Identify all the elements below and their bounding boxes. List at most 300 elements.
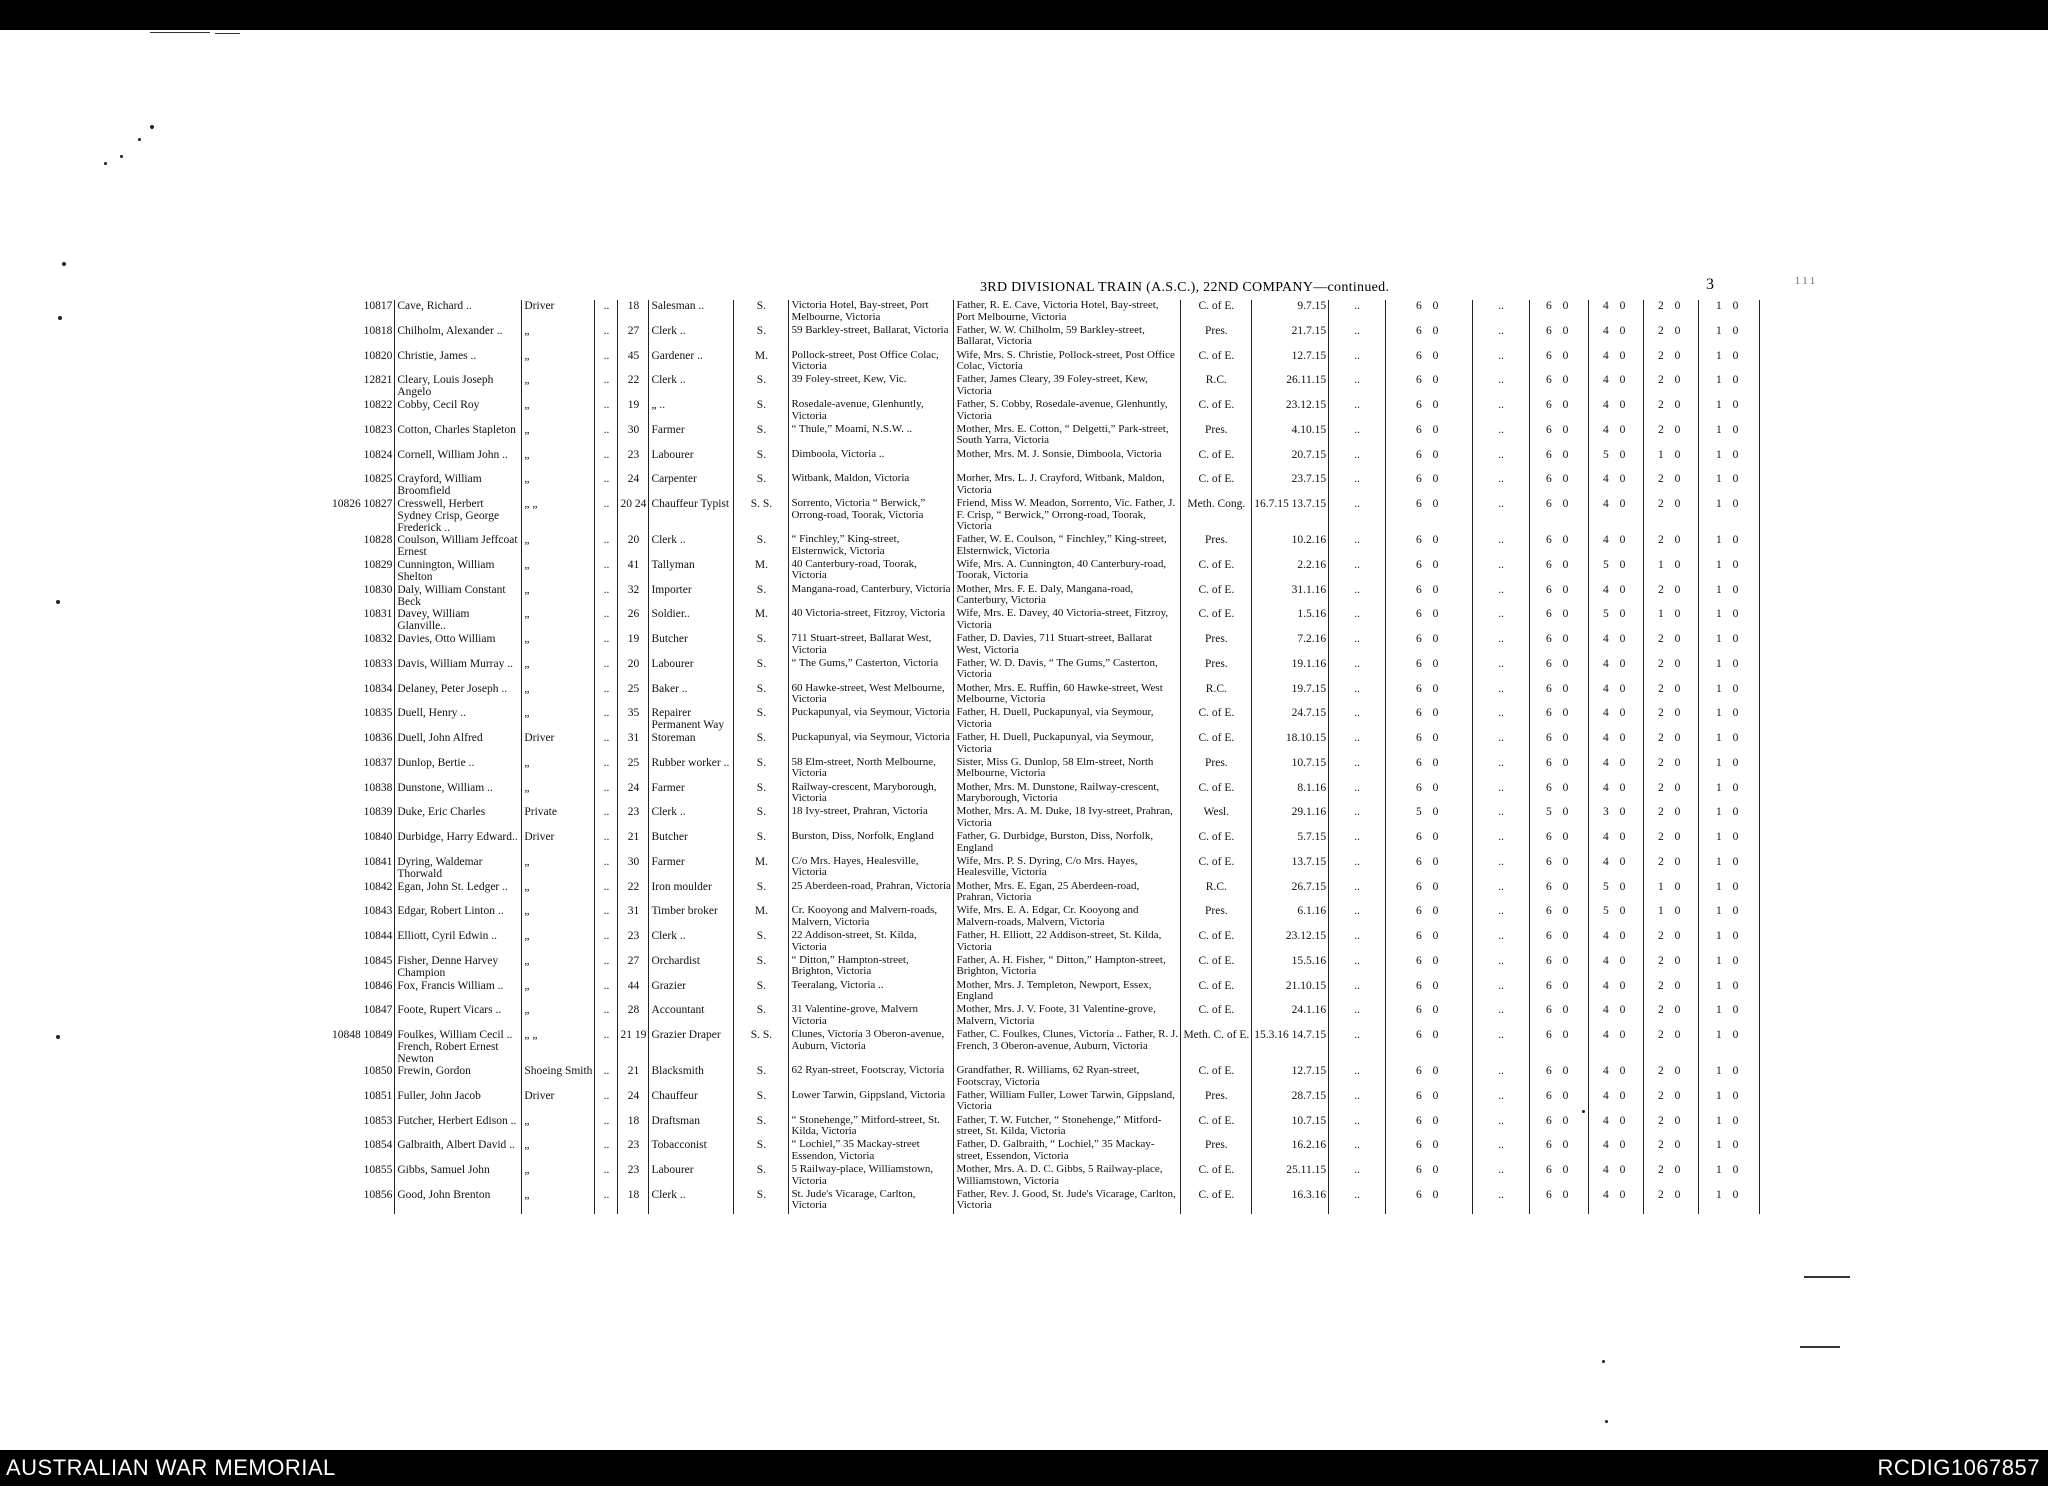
age: 18 [618, 300, 649, 325]
col-f: 2 0 [1644, 399, 1699, 424]
ditto-mark: .. [595, 955, 618, 980]
trade: Farmer [649, 424, 734, 449]
address: 58 Elm-street, North Melbourne, Victoria [789, 757, 954, 782]
enlistment-date: 31.1.16 [1252, 584, 1329, 609]
regimental-number: 10826 10827 [330, 498, 395, 534]
col-f: 2 0 [1644, 806, 1699, 831]
col-d: 6 0 [1530, 534, 1589, 559]
col-b: 6 0 [1386, 1029, 1473, 1065]
religion: C. of E. [1181, 856, 1252, 881]
ditto-mark: .. [595, 498, 618, 534]
ditto-mark: .. [595, 399, 618, 424]
col-g: 1 0 [1699, 1004, 1760, 1029]
soldier-name: Chilholm, Alexander .. [395, 325, 522, 350]
table-row [330, 955, 1760, 980]
col-c: .. [1473, 757, 1530, 782]
age: 19 [618, 633, 649, 658]
col-g: 1 0 [1699, 658, 1760, 683]
marital-status: S. [734, 1004, 789, 1029]
next-of-kin: Mother, Mrs. E. Egan, 25 Aberdeen-road, Prahran, Victoria [954, 881, 1181, 906]
next-of-kin: Father, W. D. Davis, “ The Gums,” Casterton, Victoria [954, 658, 1181, 683]
table-row [330, 980, 1760, 1005]
col-b: 6 0 [1386, 498, 1473, 534]
trade: Farmer [649, 782, 734, 807]
trade: Iron moulder [649, 881, 734, 906]
trade: Rubber worker .. [649, 757, 734, 782]
religion: Wesl. [1181, 806, 1252, 831]
marital-status: S. [734, 831, 789, 856]
religion: C. of E. [1181, 300, 1252, 325]
regimental-number: 10846 [330, 980, 395, 1005]
enlistment-date: 26.7.15 [1252, 881, 1329, 906]
enlistment-date: 12.7.15 [1252, 1065, 1329, 1090]
col-d: 6 0 [1530, 658, 1589, 683]
religion: Pres. [1181, 325, 1252, 350]
rank: „ [522, 1164, 595, 1189]
table-row [330, 608, 1760, 633]
page-mark: 1 1 1 [1795, 276, 1815, 287]
rank: „ [522, 424, 595, 449]
col-e: 4 0 [1589, 473, 1644, 498]
col-a: .. [1329, 449, 1386, 474]
regimental-number: 10820 [330, 350, 395, 375]
table-row [330, 449, 1760, 474]
soldier-name: Davey, William Glanville.. [395, 608, 522, 633]
address: Rosedale-avenue, Glenhuntly, Victoria [789, 399, 954, 424]
regimental-number: 10854 [330, 1139, 395, 1164]
marital-status: S. [734, 534, 789, 559]
col-b: 6 0 [1386, 325, 1473, 350]
col-e: 4 0 [1589, 374, 1644, 399]
col-g: 1 0 [1699, 881, 1760, 906]
ditto-mark: .. [595, 806, 618, 831]
trade: Carpenter [649, 473, 734, 498]
col-b: 6 0 [1386, 1139, 1473, 1164]
col-e: 4 0 [1589, 1164, 1644, 1189]
trade: Clerk .. [649, 374, 734, 399]
soldier-name: Cleary, Louis Joseph Angelo [395, 374, 522, 399]
col-e: 5 0 [1589, 449, 1644, 474]
religion: Pres. [1181, 1139, 1252, 1164]
marital-status: S. [734, 374, 789, 399]
col-b: 6 0 [1386, 1164, 1473, 1189]
col-a: .. [1329, 1115, 1386, 1140]
next-of-kin: Mother, Mrs. E. Cotton, “ Delgetti,” Park-street, South Yarra, Victoria [954, 424, 1181, 449]
enlistment-date: 21.10.15 [1252, 980, 1329, 1005]
religion: Pres. [1181, 905, 1252, 930]
col-g: 1 0 [1699, 1065, 1760, 1090]
marital-status: S. [734, 1139, 789, 1164]
col-c: .. [1473, 449, 1530, 474]
col-d: 6 0 [1530, 399, 1589, 424]
rank: „ [522, 374, 595, 399]
enlistment-date: 19.7.15 [1252, 683, 1329, 708]
address: Teeralang, Victoria .. [789, 980, 954, 1005]
col-c: .. [1473, 955, 1530, 980]
trade: Draftsman [649, 1115, 734, 1140]
col-b: 6 0 [1386, 1065, 1473, 1090]
col-d: 6 0 [1530, 300, 1589, 325]
rank: Driver [522, 732, 595, 757]
col-g: 1 0 [1699, 374, 1760, 399]
col-f: 2 0 [1644, 1029, 1699, 1065]
table-row [330, 831, 1760, 856]
col-g: 1 0 [1699, 1189, 1760, 1214]
next-of-kin: Morher, Mrs. L. J. Crayford, Witbank, Maldon, Victoria [954, 473, 1181, 498]
religion: C. of E. [1181, 559, 1252, 584]
col-c: .. [1473, 498, 1530, 534]
col-e: 4 0 [1589, 1115, 1644, 1140]
col-g: 1 0 [1699, 350, 1760, 375]
table-row [330, 1004, 1760, 1029]
ditto-mark: .. [595, 1004, 618, 1029]
marital-status: S. [734, 757, 789, 782]
col-f: 2 0 [1644, 732, 1699, 757]
regimental-number: 10824 [330, 449, 395, 474]
soldier-name: Cobby, Cecil Roy [395, 399, 522, 424]
col-g: 1 0 [1699, 1029, 1760, 1065]
regimental-number: 10839 [330, 806, 395, 831]
enlistment-date: 23.12.15 [1252, 930, 1329, 955]
ditto-mark: .. [595, 782, 618, 807]
col-g: 1 0 [1699, 449, 1760, 474]
col-f: 2 0 [1644, 424, 1699, 449]
next-of-kin: Mother, Mrs. A. M. Duke, 18 Ivy-street, Prahran, Victoria [954, 806, 1181, 831]
col-d: 6 0 [1530, 1090, 1589, 1115]
col-e: 4 0 [1589, 955, 1644, 980]
col-e: 4 0 [1589, 930, 1644, 955]
col-f: 2 0 [1644, 1189, 1699, 1214]
col-g: 1 0 [1699, 608, 1760, 633]
col-d: 6 0 [1530, 782, 1589, 807]
age: 23 [618, 1164, 649, 1189]
col-e: 4 0 [1589, 831, 1644, 856]
marital-status: S. [734, 1164, 789, 1189]
col-a: .. [1329, 534, 1386, 559]
table-row [330, 584, 1760, 609]
col-g: 1 0 [1699, 1115, 1760, 1140]
col-b: 6 0 [1386, 584, 1473, 609]
soldier-name: Duell, Henry .. [395, 707, 522, 732]
col-b: 6 0 [1386, 905, 1473, 930]
col-a: .. [1329, 831, 1386, 856]
regimental-number: 10817 [330, 300, 395, 325]
col-g: 1 0 [1699, 473, 1760, 498]
soldier-name: Dunstone, William .. [395, 782, 522, 807]
regimental-number: 10822 [330, 399, 395, 424]
marital-status: S. [734, 300, 789, 325]
col-a: .. [1329, 633, 1386, 658]
religion: C. of E. [1181, 449, 1252, 474]
ditto-mark: .. [595, 1029, 618, 1065]
address: 40 Victoria-street, Fitzroy, Victoria [789, 608, 954, 633]
col-e: 5 0 [1589, 559, 1644, 584]
col-a: .. [1329, 1004, 1386, 1029]
age: 20 [618, 658, 649, 683]
col-e: 4 0 [1589, 856, 1644, 881]
religion: Meth. Cong. [1181, 498, 1252, 534]
col-e: 3 0 [1589, 806, 1644, 831]
col-b: 6 0 [1386, 1115, 1473, 1140]
age: 28 [618, 1004, 649, 1029]
address: Sorrento, Victoria “ Berwick,” Orrong-road, Toorak, Victoria [789, 498, 954, 534]
ditto-mark: .. [595, 905, 618, 930]
col-a: .. [1329, 806, 1386, 831]
regimental-number: 10842 [330, 881, 395, 906]
soldier-name: Duell, John Alfred [395, 732, 522, 757]
trade: Clerk .. [649, 806, 734, 831]
col-b: 6 0 [1386, 399, 1473, 424]
marital-status: S. [734, 980, 789, 1005]
col-b: 6 0 [1386, 449, 1473, 474]
religion: C. of E. [1181, 1065, 1252, 1090]
regimental-number: 10844 [330, 930, 395, 955]
col-g: 1 0 [1699, 683, 1760, 708]
ditto-mark: .. [595, 633, 618, 658]
archive-footer [0, 1450, 2048, 1486]
col-c: .. [1473, 473, 1530, 498]
col-c: .. [1473, 1029, 1530, 1065]
col-a: .. [1329, 1164, 1386, 1189]
col-e: 4 0 [1589, 757, 1644, 782]
col-b: 6 0 [1386, 424, 1473, 449]
next-of-kin: Wife, Mrs. P. S. Dyring, C/o Mrs. Hayes, Healesville, Victoria [954, 856, 1181, 881]
enlistment-date: 29.1.16 [1252, 806, 1329, 831]
address: Burston, Diss, Norfolk, England [789, 831, 954, 856]
rank: „ [522, 534, 595, 559]
col-d: 6 0 [1530, 881, 1589, 906]
age: 18 [618, 1115, 649, 1140]
address: Victoria Hotel, Bay-street, Port Melbourne, Victoria [789, 300, 954, 325]
col-d: 6 0 [1530, 905, 1589, 930]
next-of-kin: Mother, Mrs. J. V. Foote, 31 Valentine-grove, Malvern, Victoria [954, 1004, 1181, 1029]
religion: Pres. [1181, 424, 1252, 449]
col-f: 1 0 [1644, 559, 1699, 584]
col-d: 6 0 [1530, 1139, 1589, 1164]
col-a: .. [1329, 732, 1386, 757]
soldier-name: Cave, Richard .. [395, 300, 522, 325]
religion: Pres. [1181, 757, 1252, 782]
col-e: 5 0 [1589, 905, 1644, 930]
scanned-page [0, 30, 2048, 1450]
next-of-kin: Father, C. Foulkes, Clunes, Victoria .. Father, R. J. French, 3 Oberon-avenue, Auburn, Victoria [954, 1029, 1181, 1065]
col-d: 6 0 [1530, 633, 1589, 658]
soldier-name: Crayford, William Broomfield [395, 473, 522, 498]
col-a: .. [1329, 498, 1386, 534]
marital-status: S. [734, 1115, 789, 1140]
rank: „ [522, 955, 595, 980]
col-d: 6 0 [1530, 325, 1589, 350]
marital-status: S. [734, 449, 789, 474]
col-c: .. [1473, 399, 1530, 424]
regimental-number: 10851 [330, 1090, 395, 1115]
ditto-mark: .. [595, 300, 618, 325]
col-g: 1 0 [1699, 584, 1760, 609]
col-b: 6 0 [1386, 374, 1473, 399]
table-row [330, 1029, 1760, 1065]
ditto-mark: .. [595, 1139, 618, 1164]
marital-status: S. [734, 806, 789, 831]
col-f: 2 0 [1644, 955, 1699, 980]
col-c: .. [1473, 806, 1530, 831]
regimental-number: 10847 [330, 1004, 395, 1029]
col-c: .. [1473, 905, 1530, 930]
col-e: 4 0 [1589, 980, 1644, 1005]
address: Cr. Kooyong and Malvern-roads, Malvern, Victoria [789, 905, 954, 930]
age: 25 [618, 683, 649, 708]
age: 44 [618, 980, 649, 1005]
col-g: 1 0 [1699, 559, 1760, 584]
soldier-name: Dyring, Waldemar Thorwald [395, 856, 522, 881]
marital-status: S. S. [734, 1029, 789, 1065]
col-b: 6 0 [1386, 473, 1473, 498]
ditto-mark: .. [595, 1065, 618, 1090]
trade: Labourer [649, 658, 734, 683]
ditto-mark: .. [595, 473, 618, 498]
col-e: 4 0 [1589, 732, 1644, 757]
address: 62 Ryan-street, Footscray, Victoria [789, 1065, 954, 1090]
age: 18 [618, 1189, 649, 1214]
enlistment-date: 2.2.16 [1252, 559, 1329, 584]
table-row [330, 300, 1760, 325]
trade: Chauffeur [649, 1090, 734, 1115]
col-e: 4 0 [1589, 350, 1644, 375]
religion: C. of E. [1181, 707, 1252, 732]
religion: C. of E. [1181, 1189, 1252, 1214]
col-c: .. [1473, 707, 1530, 732]
age: 41 [618, 559, 649, 584]
col-f: 2 0 [1644, 300, 1699, 325]
enlistment-date: 20.7.15 [1252, 449, 1329, 474]
col-d: 6 0 [1530, 424, 1589, 449]
col-a: .. [1329, 325, 1386, 350]
regimental-number: 10837 [330, 757, 395, 782]
next-of-kin: Father, S. Cobby, Rosedale-avenue, Glenhuntly, Victoria [954, 399, 1181, 424]
col-a: .. [1329, 424, 1386, 449]
rank: „ [522, 707, 595, 732]
enlistment-date: 26.11.15 [1252, 374, 1329, 399]
rank: Private [522, 806, 595, 831]
age: 30 [618, 856, 649, 881]
trade: Baker .. [649, 683, 734, 708]
soldier-name: Cornell, William John .. [395, 449, 522, 474]
col-f: 2 0 [1644, 498, 1699, 534]
col-a: .. [1329, 955, 1386, 980]
age: 30 [618, 424, 649, 449]
scan-speck [1605, 1420, 1608, 1423]
col-b: 6 0 [1386, 683, 1473, 708]
enlistment-date: 16.2.16 [1252, 1139, 1329, 1164]
col-f: 2 0 [1644, 1139, 1699, 1164]
address: 25 Aberdeen-road, Prahran, Victoria [789, 881, 954, 906]
soldier-name: Frewin, Gordon [395, 1065, 522, 1090]
table-row [330, 658, 1760, 683]
age: 23 [618, 930, 649, 955]
address: 31 Valentine-grove, Malvern Victoria [789, 1004, 954, 1029]
col-b: 6 0 [1386, 559, 1473, 584]
col-e: 4 0 [1589, 498, 1644, 534]
soldier-name: Elliott, Cyril Edwin .. [395, 930, 522, 955]
col-d: 6 0 [1530, 955, 1589, 980]
trade: Importer [649, 584, 734, 609]
col-c: .. [1473, 559, 1530, 584]
religion: C. of E. [1181, 930, 1252, 955]
religion: C. of E. [1181, 1004, 1252, 1029]
col-a: .. [1329, 374, 1386, 399]
age: 20 24 [618, 498, 649, 534]
enlistment-date: 13.7.15 [1252, 856, 1329, 881]
col-b: 6 0 [1386, 534, 1473, 559]
table-row [330, 325, 1760, 350]
regimental-number: 10830 [330, 584, 395, 609]
col-a: .. [1329, 856, 1386, 881]
age: 45 [618, 350, 649, 375]
regimental-number: 10836 [330, 732, 395, 757]
address: Witbank, Maldon, Victoria [789, 473, 954, 498]
table-row [330, 498, 1760, 534]
col-g: 1 0 [1699, 757, 1760, 782]
scan-speck [56, 1035, 60, 1039]
col-c: .. [1473, 1139, 1530, 1164]
ditto-mark: .. [595, 424, 618, 449]
col-e: 4 0 [1589, 534, 1644, 559]
age: 23 [618, 1139, 649, 1164]
religion: Pres. [1181, 1090, 1252, 1115]
enlistment-date: 19.1.16 [1252, 658, 1329, 683]
address: 59 Barkley-street, Ballarat, Victoria [789, 325, 954, 350]
next-of-kin: Father, H. Duell, Puckapunyal, via Seymour, Victoria [954, 707, 1181, 732]
enlistment-date: 23.7.15 [1252, 473, 1329, 498]
regimental-number: 10831 [330, 608, 395, 633]
marital-status: S. [734, 930, 789, 955]
religion: C. of E. [1181, 732, 1252, 757]
rank: „ [522, 399, 595, 424]
rank: „ „ [522, 498, 595, 534]
col-f: 2 0 [1644, 658, 1699, 683]
trade: Gardener .. [649, 350, 734, 375]
col-d: 6 0 [1530, 930, 1589, 955]
table-row [330, 707, 1760, 732]
section-title: 3RD DIVISIONAL TRAIN (A.S.C.), 22ND COMPANY—continued. [980, 280, 1390, 295]
rank: „ [522, 559, 595, 584]
trade: Butcher [649, 831, 734, 856]
age: 27 [618, 955, 649, 980]
record-id: RCDIG1067857 [1877, 1455, 2040, 1480]
address: 18 Ivy-street, Prahran, Victoria [789, 806, 954, 831]
ditto-mark: .. [595, 658, 618, 683]
col-f: 2 0 [1644, 473, 1699, 498]
age: 21 [618, 1065, 649, 1090]
enlistment-date: 18.10.15 [1252, 732, 1329, 757]
enlistment-date: 10.7.15 [1252, 757, 1329, 782]
col-b: 6 0 [1386, 707, 1473, 732]
col-f: 2 0 [1644, 683, 1699, 708]
next-of-kin: Father, W. W. Chilholm, 59 Barkley-street, Ballarat, Victoria [954, 325, 1181, 350]
age: 31 [618, 732, 649, 757]
next-of-kin: Father, A. H. Fisher, “ Ditton,” Hampton-street, Brighton, Victoria [954, 955, 1181, 980]
age: 24 [618, 1090, 649, 1115]
age: 22 [618, 374, 649, 399]
table-row [330, 732, 1760, 757]
col-a: .. [1329, 782, 1386, 807]
table-row [330, 1189, 1760, 1214]
enlistment-date: 23.12.15 [1252, 399, 1329, 424]
col-c: .. [1473, 1090, 1530, 1115]
next-of-kin: Wife, Mrs. S. Christie, Pollock-street, Post Office Colac, Victoria [954, 350, 1181, 375]
col-b: 6 0 [1386, 881, 1473, 906]
regimental-number: 10853 [330, 1115, 395, 1140]
regimental-number: 10823 [330, 424, 395, 449]
